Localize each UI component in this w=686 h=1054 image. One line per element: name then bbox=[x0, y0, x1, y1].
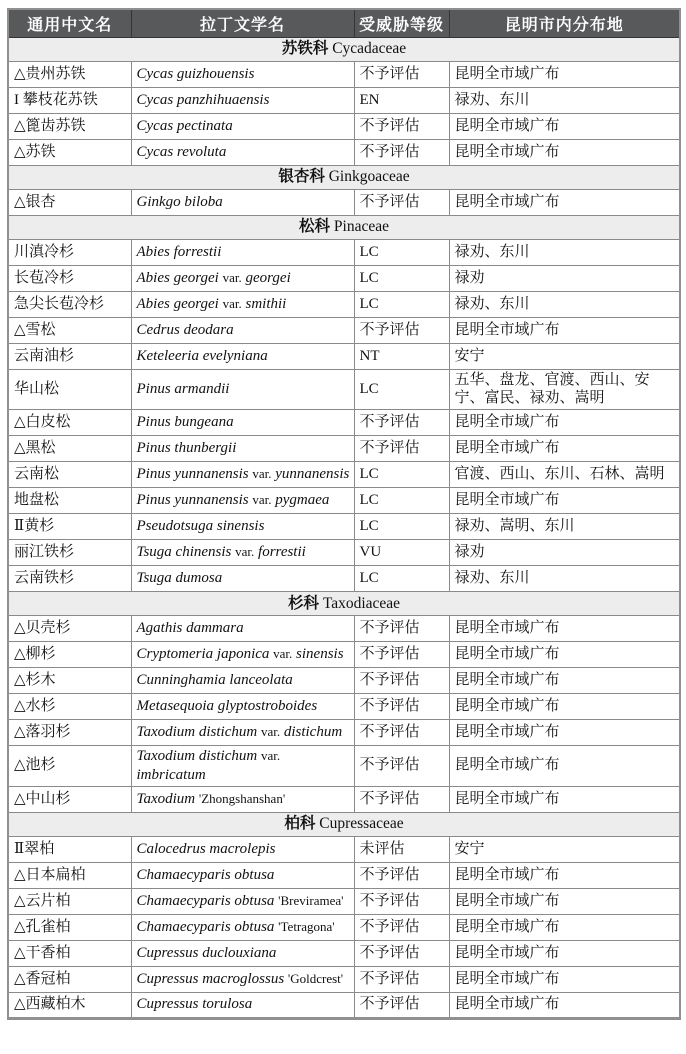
common-name-cell: △水杉 bbox=[8, 694, 131, 720]
distribution-cell: 禄劝、东川 bbox=[449, 239, 680, 265]
species-row bbox=[8, 61, 680, 87]
species-row bbox=[8, 343, 680, 369]
distribution-cell: 昆明全市域广布 bbox=[449, 992, 680, 1018]
common-name-cell: △苏铁 bbox=[8, 139, 131, 165]
species-row bbox=[8, 720, 680, 746]
common-name-cell: △香冠柏 bbox=[8, 966, 131, 992]
distribution-cell: 昆明全市域广布 bbox=[449, 436, 680, 462]
latin-name-cell: Cycas guizhouensis bbox=[131, 61, 354, 87]
threat-level-cell: 不予评估 bbox=[354, 642, 449, 668]
latin-name-cell: Pinus yunnanensis var. pygmaea bbox=[131, 488, 354, 514]
latin-name-cell: Tsuga dumosa bbox=[131, 566, 354, 592]
family-header-cell bbox=[8, 215, 680, 239]
species-row bbox=[8, 488, 680, 514]
threat-level-cell: 不予评估 bbox=[354, 436, 449, 462]
common-name-cell: △白皮松 bbox=[8, 410, 131, 436]
species-row bbox=[8, 410, 680, 436]
common-name-cell: △篦齿苏铁 bbox=[8, 113, 131, 139]
distribution-cell: 昆明全市域广布 bbox=[449, 786, 680, 812]
common-name-cell: 急尖长苞冷杉 bbox=[8, 291, 131, 317]
latin-name-cell: Abies georgei var. georgei bbox=[131, 265, 354, 291]
distribution-cell: 昆明全市域广布 bbox=[449, 488, 680, 514]
common-name-cell: 云南油杉 bbox=[8, 343, 131, 369]
threat-level-cell: 不予评估 bbox=[354, 862, 449, 888]
common-name-cell: △柳杉 bbox=[8, 642, 131, 668]
latin-name-cell: Pinus yunnanensis var. yunnanensis bbox=[131, 462, 354, 488]
latin-name-cell: Cycas pectinata bbox=[131, 113, 354, 139]
common-name-cell: △贝壳杉 bbox=[8, 616, 131, 642]
distribution-cell: 昆明全市域广布 bbox=[449, 668, 680, 694]
species-row bbox=[8, 992, 680, 1018]
column-header-threat-level: 受威胁等级 bbox=[354, 9, 449, 37]
family-name-cn: 银杏科 bbox=[278, 168, 325, 186]
distribution-cell: 昆明全市域广布 bbox=[449, 410, 680, 436]
latin-name-cell: Cycas revoluta bbox=[131, 139, 354, 165]
latin-name-cell: Cupressus torulosa bbox=[131, 992, 354, 1018]
column-header-common-name: 通用中文名 bbox=[8, 9, 131, 37]
family-row bbox=[8, 215, 680, 239]
common-name-cell: Ⅱ黄杉 bbox=[8, 514, 131, 540]
common-name-cell: △干香柏 bbox=[8, 940, 131, 966]
latin-name-cell: Agathis dammara bbox=[131, 616, 354, 642]
distribution-cell: 昆明全市域广布 bbox=[449, 862, 680, 888]
common-name-cell: △中山杉 bbox=[8, 786, 131, 812]
species-table-body bbox=[8, 37, 680, 1018]
distribution-cell: 五华、盘龙、官渡、西山、安宁、富民、禄劝、嵩明 bbox=[449, 369, 680, 410]
family-name-cn: 柏科 bbox=[284, 815, 316, 833]
family-row bbox=[8, 812, 680, 836]
threat-level-cell: 不予评估 bbox=[354, 992, 449, 1018]
latin-name-cell: Calocedrus macrolepis bbox=[131, 836, 354, 862]
threat-level-cell: LC bbox=[354, 291, 449, 317]
threat-level-cell: LC bbox=[354, 239, 449, 265]
latin-name-cell: Tsuga chinensis var. forrestii bbox=[131, 540, 354, 566]
latin-name-cell: Taxodium 'Zhongshanshan' bbox=[131, 786, 354, 812]
threat-level-cell: LC bbox=[354, 566, 449, 592]
column-header-distribution: 昆明市内分布地 bbox=[449, 9, 680, 37]
distribution-cell: 禄劝、嵩明、东川 bbox=[449, 514, 680, 540]
header-row bbox=[8, 9, 680, 37]
family-name-latin: Cupressaceae bbox=[315, 815, 404, 833]
common-name-cell: 川滇冷杉 bbox=[8, 239, 131, 265]
species-row bbox=[8, 746, 680, 787]
common-name-cell: 云南松 bbox=[8, 462, 131, 488]
latin-name-cell: Cryptomeria japonica var. sinensis bbox=[131, 642, 354, 668]
threat-level-cell: 不予评估 bbox=[354, 888, 449, 914]
threat-level-cell: 不予评估 bbox=[354, 616, 449, 642]
threat-level-cell: 不予评估 bbox=[354, 966, 449, 992]
common-name-cell: △日本扁柏 bbox=[8, 862, 131, 888]
latin-name-cell: Pseudotsuga sinensis bbox=[131, 514, 354, 540]
distribution-cell: 昆明全市域广布 bbox=[449, 317, 680, 343]
family-row bbox=[8, 165, 680, 189]
family-name-cn: 苏铁科 bbox=[281, 40, 329, 58]
common-name-cell: △贵州苏铁 bbox=[8, 61, 131, 87]
common-name-cell: I 攀枝花苏铁 bbox=[8, 87, 131, 113]
species-row bbox=[8, 888, 680, 914]
latin-name-cell: Pinus armandii bbox=[131, 369, 354, 410]
latin-name-cell: Abies forrestii bbox=[131, 239, 354, 265]
common-name-cell: △孔雀柏 bbox=[8, 914, 131, 940]
species-row bbox=[8, 462, 680, 488]
family-row bbox=[8, 592, 680, 616]
common-name-cell: △雪松 bbox=[8, 317, 131, 343]
species-row bbox=[8, 265, 680, 291]
threat-level-cell: 不予评估 bbox=[354, 189, 449, 215]
threat-level-cell: LC bbox=[354, 462, 449, 488]
threat-level-cell: LC bbox=[354, 514, 449, 540]
threat-level-cell: 不予评估 bbox=[354, 61, 449, 87]
common-name-cell: Ⅱ翠柏 bbox=[8, 836, 131, 862]
distribution-cell: 安宁 bbox=[449, 836, 680, 862]
table-header bbox=[8, 9, 680, 37]
threat-level-cell: EN bbox=[354, 87, 449, 113]
latin-name-cell: Cycas panzhihuaensis bbox=[131, 87, 354, 113]
species-row bbox=[8, 189, 680, 215]
species-row bbox=[8, 836, 680, 862]
latin-name-cell: Cedrus deodara bbox=[131, 317, 354, 343]
distribution-cell: 昆明全市域广布 bbox=[449, 940, 680, 966]
common-name-cell: △池杉 bbox=[8, 746, 131, 787]
species-row bbox=[8, 113, 680, 139]
distribution-cell: 昆明全市域广布 bbox=[449, 966, 680, 992]
latin-name-cell: Cunninghamia lanceolata bbox=[131, 668, 354, 694]
species-row bbox=[8, 616, 680, 642]
species-table bbox=[7, 8, 681, 1020]
species-row bbox=[8, 436, 680, 462]
common-name-cell: △杉木 bbox=[8, 668, 131, 694]
common-name-cell: △西藏柏木 bbox=[8, 992, 131, 1018]
family-name-latin: Pinaceae bbox=[330, 218, 389, 236]
common-name-cell: 地盘松 bbox=[8, 488, 131, 514]
species-row bbox=[8, 87, 680, 113]
family-header-cell bbox=[8, 165, 680, 189]
distribution-cell: 昆明全市域广布 bbox=[449, 113, 680, 139]
distribution-cell: 官渡、西山、东川、石林、嵩明 bbox=[449, 462, 680, 488]
species-row bbox=[8, 514, 680, 540]
latin-name-cell: Taxodium distichum var. distichum bbox=[131, 720, 354, 746]
distribution-cell: 昆明全市域广布 bbox=[449, 642, 680, 668]
threat-level-cell: LC bbox=[354, 369, 449, 410]
species-row bbox=[8, 642, 680, 668]
family-header-cell bbox=[8, 592, 680, 616]
distribution-cell: 禄劝、东川 bbox=[449, 87, 680, 113]
distribution-cell: 禄劝、东川 bbox=[449, 291, 680, 317]
species-row bbox=[8, 139, 680, 165]
species-row bbox=[8, 566, 680, 592]
distribution-cell: 昆明全市域广布 bbox=[449, 189, 680, 215]
species-row bbox=[8, 966, 680, 992]
species-row bbox=[8, 369, 680, 410]
distribution-cell: 昆明全市域广布 bbox=[449, 720, 680, 746]
threat-level-cell: 不予评估 bbox=[354, 694, 449, 720]
threat-level-cell: 不予评估 bbox=[354, 720, 449, 746]
threat-level-cell: VU bbox=[354, 540, 449, 566]
latin-name-cell: Keteleeria evelyniana bbox=[131, 343, 354, 369]
species-row bbox=[8, 540, 680, 566]
latin-name-cell: Pinus bungeana bbox=[131, 410, 354, 436]
species-row bbox=[8, 914, 680, 940]
latin-name-cell: Metasequoia glyptostroboides bbox=[131, 694, 354, 720]
latin-name-cell: Ginkgo biloba bbox=[131, 189, 354, 215]
distribution-cell: 昆明全市域广布 bbox=[449, 616, 680, 642]
species-row bbox=[8, 291, 680, 317]
common-name-cell: △银杏 bbox=[8, 189, 131, 215]
latin-name-cell: Taxodium distichum var. imbricatum bbox=[131, 746, 354, 787]
threat-level-cell: LC bbox=[354, 265, 449, 291]
distribution-cell: 昆明全市域广布 bbox=[449, 914, 680, 940]
threat-level-cell: 不予评估 bbox=[354, 940, 449, 966]
distribution-cell: 安宁 bbox=[449, 343, 680, 369]
distribution-cell: 禄劝 bbox=[449, 540, 680, 566]
threat-level-cell: 不予评估 bbox=[354, 914, 449, 940]
common-name-cell: △黑松 bbox=[8, 436, 131, 462]
threat-level-cell: 不予评估 bbox=[354, 668, 449, 694]
family-name-latin: Taxodiaceae bbox=[318, 594, 401, 612]
threat-level-cell: 不予评估 bbox=[354, 113, 449, 139]
latin-name-cell: Abies georgei var. smithii bbox=[131, 291, 354, 317]
distribution-cell: 昆明全市域广布 bbox=[449, 746, 680, 787]
threat-level-cell: NT bbox=[354, 343, 449, 369]
common-name-cell: 华山松 bbox=[8, 369, 131, 410]
species-row bbox=[8, 668, 680, 694]
column-header-latin-name: 拉丁文学名 bbox=[131, 9, 354, 37]
threat-level-cell: 不予评估 bbox=[354, 746, 449, 787]
common-name-cell: 长苞冷杉 bbox=[8, 265, 131, 291]
species-row bbox=[8, 694, 680, 720]
distribution-cell: 昆明全市域广布 bbox=[449, 61, 680, 87]
common-name-cell: 云南铁杉 bbox=[8, 566, 131, 592]
family-name-cn: 杉科 bbox=[287, 594, 319, 612]
distribution-cell: 禄劝、东川 bbox=[449, 566, 680, 592]
family-name-cn: 松科 bbox=[299, 218, 331, 236]
latin-name-cell: Chamaecyparis obtusa 'Tetragona' bbox=[131, 914, 354, 940]
family-name-latin: Ginkgoaceae bbox=[324, 168, 410, 186]
latin-name-cell: Cupressus duclouxiana bbox=[131, 940, 354, 966]
threat-level-cell: 不予评估 bbox=[354, 317, 449, 343]
species-row bbox=[8, 862, 680, 888]
species-row bbox=[8, 940, 680, 966]
species-row bbox=[8, 786, 680, 812]
latin-name-cell: Chamaecyparis obtusa 'Breviramea' bbox=[131, 888, 354, 914]
family-name-latin: Cycadaceae bbox=[328, 40, 407, 58]
latin-name-cell: Cupressus macroglossus 'Goldcrest' bbox=[131, 966, 354, 992]
species-row bbox=[8, 239, 680, 265]
distribution-cell: 昆明全市域广布 bbox=[449, 694, 680, 720]
family-header-cell bbox=[8, 812, 680, 836]
common-name-cell: △落羽杉 bbox=[8, 720, 131, 746]
distribution-cell: 昆明全市域广布 bbox=[449, 888, 680, 914]
threat-level-cell: 不予评估 bbox=[354, 139, 449, 165]
family-row bbox=[8, 37, 680, 61]
distribution-cell: 禄劝 bbox=[449, 265, 680, 291]
latin-name-cell: Pinus thunbergii bbox=[131, 436, 354, 462]
threat-level-cell: 未评估 bbox=[354, 836, 449, 862]
latin-name-cell: Chamaecyparis obtusa bbox=[131, 862, 354, 888]
common-name-cell: △云片柏 bbox=[8, 888, 131, 914]
species-row bbox=[8, 317, 680, 343]
threat-level-cell: 不予评估 bbox=[354, 786, 449, 812]
distribution-cell: 昆明全市域广布 bbox=[449, 139, 680, 165]
threat-level-cell: 不予评估 bbox=[354, 410, 449, 436]
family-header-cell bbox=[8, 37, 680, 61]
common-name-cell: 丽江铁杉 bbox=[8, 540, 131, 566]
threat-level-cell: LC bbox=[354, 488, 449, 514]
